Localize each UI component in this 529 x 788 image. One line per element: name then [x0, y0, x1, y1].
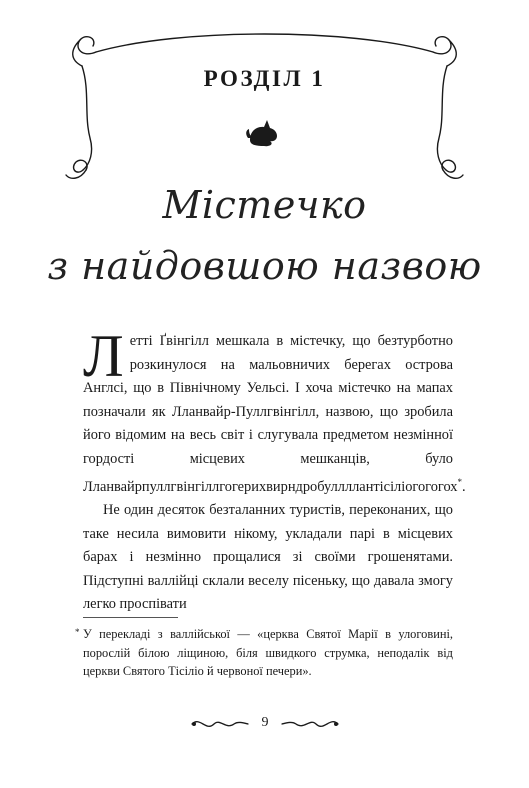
drop-cap: Л [83, 323, 124, 389]
chapter-title-line-2: з найдовшою назвою [47, 244, 482, 288]
body-text [83, 323, 466, 617]
paragraph-1-end: . [462, 478, 466, 495]
page-number-ornament [0, 712, 529, 736]
chapter-title-line-1: Містечко [162, 183, 367, 227]
chapter-label: РОЗДІЛ 1 [203, 66, 326, 91]
fox-silhouette-icon [244, 118, 284, 148]
paragraph-1 [83, 323, 466, 499]
paragraph-1-text: етті Ґвінгілл мешкала в містечку, що безтурботно розкинулося на мальовничих берегах острова Англсі, що в Північному Уельсі. І хоча містечко на мапах позначали як Лланвайр-Пуллгвінгілл, назвою, що зробила його відомим на весь світ і слугувала предметом незмінної гордості місцевих мешканців, було Лланвайрпуллгвінгіллгогерихвирндробуллллантісіліогогогох [83, 333, 458, 495]
page-number: 9 [261, 715, 269, 730]
footnote-text: У перекладі з валлійської — «церква Святої Марії в улоговині, порослій білою ліщиною, біля швидкого струмка, неподалік від церкви Святого Тісіліо й червоної печери». [83, 627, 453, 678]
paragraph-2: Не один десяток безталанних туристів, переконаних, що таке несила вимовити нікому, укладали парі в місцевих барах і незмінно прощалися зі своїми грошенятами. Підступні валлійці склали веселу пісеньку, що давала змогу легко проспівати [83, 502, 453, 613]
left-flourish-icon [190, 712, 250, 736]
footnote-divider [83, 617, 178, 618]
right-flourish-icon [280, 712, 340, 736]
footnote [75, 625, 453, 681]
footnote-mark: * [75, 627, 80, 637]
ornamental-frame [0, 0, 529, 200]
footnote-reference[interactable]: * [457, 477, 462, 487]
